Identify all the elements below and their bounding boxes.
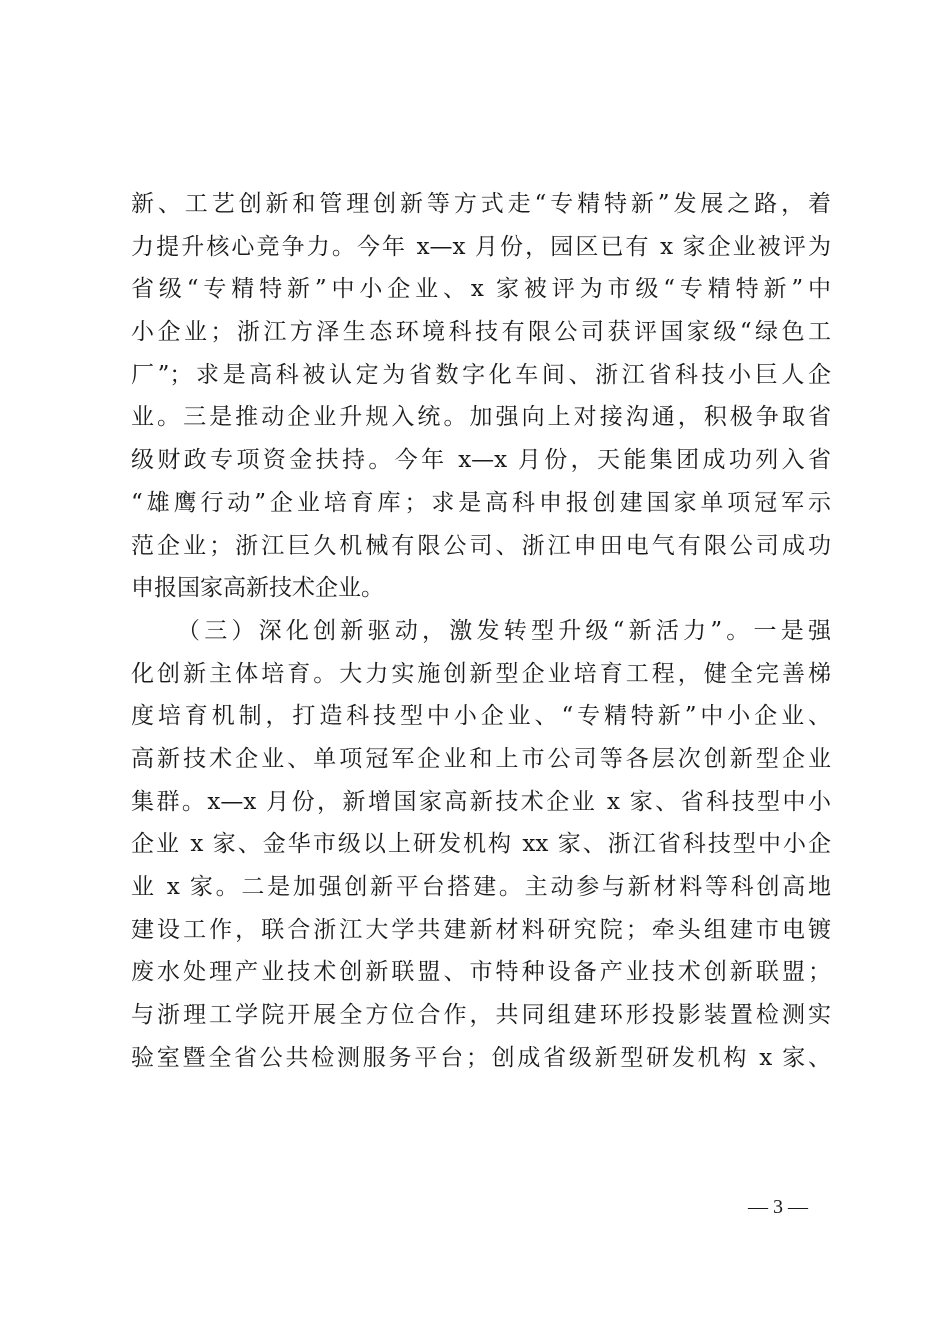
text-line: 省级“专精特新”中小企业、x 家被评为市级“专精特新”中 bbox=[131, 276, 831, 303]
text-line: 业。三是推动企业升规入统。加强向上对接沟通，积极争取省 bbox=[131, 404, 831, 431]
body-text bbox=[131, 183, 831, 1079]
section-heading-line: （三）深化创新驱动，激发转型升级“新活力”。一是强 bbox=[177, 617, 831, 644]
text-line: 集群。x—x 月份，新增国家高新技术企业 x 家、省科技型中小 bbox=[131, 788, 831, 815]
text-line: 厂”；求是高科被认定为省数字化车间、浙江省科技小巨人企 bbox=[131, 361, 831, 388]
text-line: 高新技术企业、单项冠军企业和上市公司等各层次创新型企业 bbox=[131, 745, 831, 772]
text-line: 建设工作，联合浙江大学共建新材料研究院；牵头组建市电镀 bbox=[131, 916, 831, 943]
text-line: 力提升核心竞争力。今年 x—x 月份，园区已有 x 家企业被评为 bbox=[131, 233, 831, 260]
text-line: 级财政专项资金扶持。今年 x—x 月份，天能集团成功列入省 bbox=[131, 447, 831, 474]
text-line: 化创新主体培育。大力实施创新型企业培育工程，健全完善梯 bbox=[131, 660, 831, 687]
text-line: “雄鹰行动”企业培育库；求是高科申报创建国家单项冠军示 bbox=[131, 489, 831, 516]
text-line: 新、工艺创新和管理创新等方式走“专精特新”发展之路，着 bbox=[131, 191, 831, 217]
text-line: 业 x 家。二是加强创新平台搭建。主动参与新材料等科创高地 bbox=[131, 874, 831, 900]
text-line: 小企业；浙江方泽生态环境科技有限公司获评国家级“绿色工 bbox=[131, 319, 831, 346]
text-line: 申报国家高新技术企业。 bbox=[131, 575, 384, 602]
text-line: 范企业；浙江巨久机械有限公司、浙江申田电气有限公司成功 bbox=[131, 532, 831, 559]
text-line: 与浙理工学院开展全方位合作，共同组建环形投影装置检测实 bbox=[131, 1002, 831, 1029]
text-line: 废水处理产业技术创新联盟、市特种设备产业技术创新联盟； bbox=[131, 959, 831, 986]
text-line: 验室暨全省公共检测服务平台；创成省级新型研发机构 x 家、 bbox=[131, 1044, 831, 1071]
text-line: 企业 x 家、金华市级以上研发机构 xx 家、浙江省科技型中小企 bbox=[131, 831, 831, 858]
text-line: 度培育机制，打造科技型中小企业、“专精特新”中小企业、 bbox=[131, 703, 831, 730]
page-number: — 3 — bbox=[748, 1196, 808, 1218]
